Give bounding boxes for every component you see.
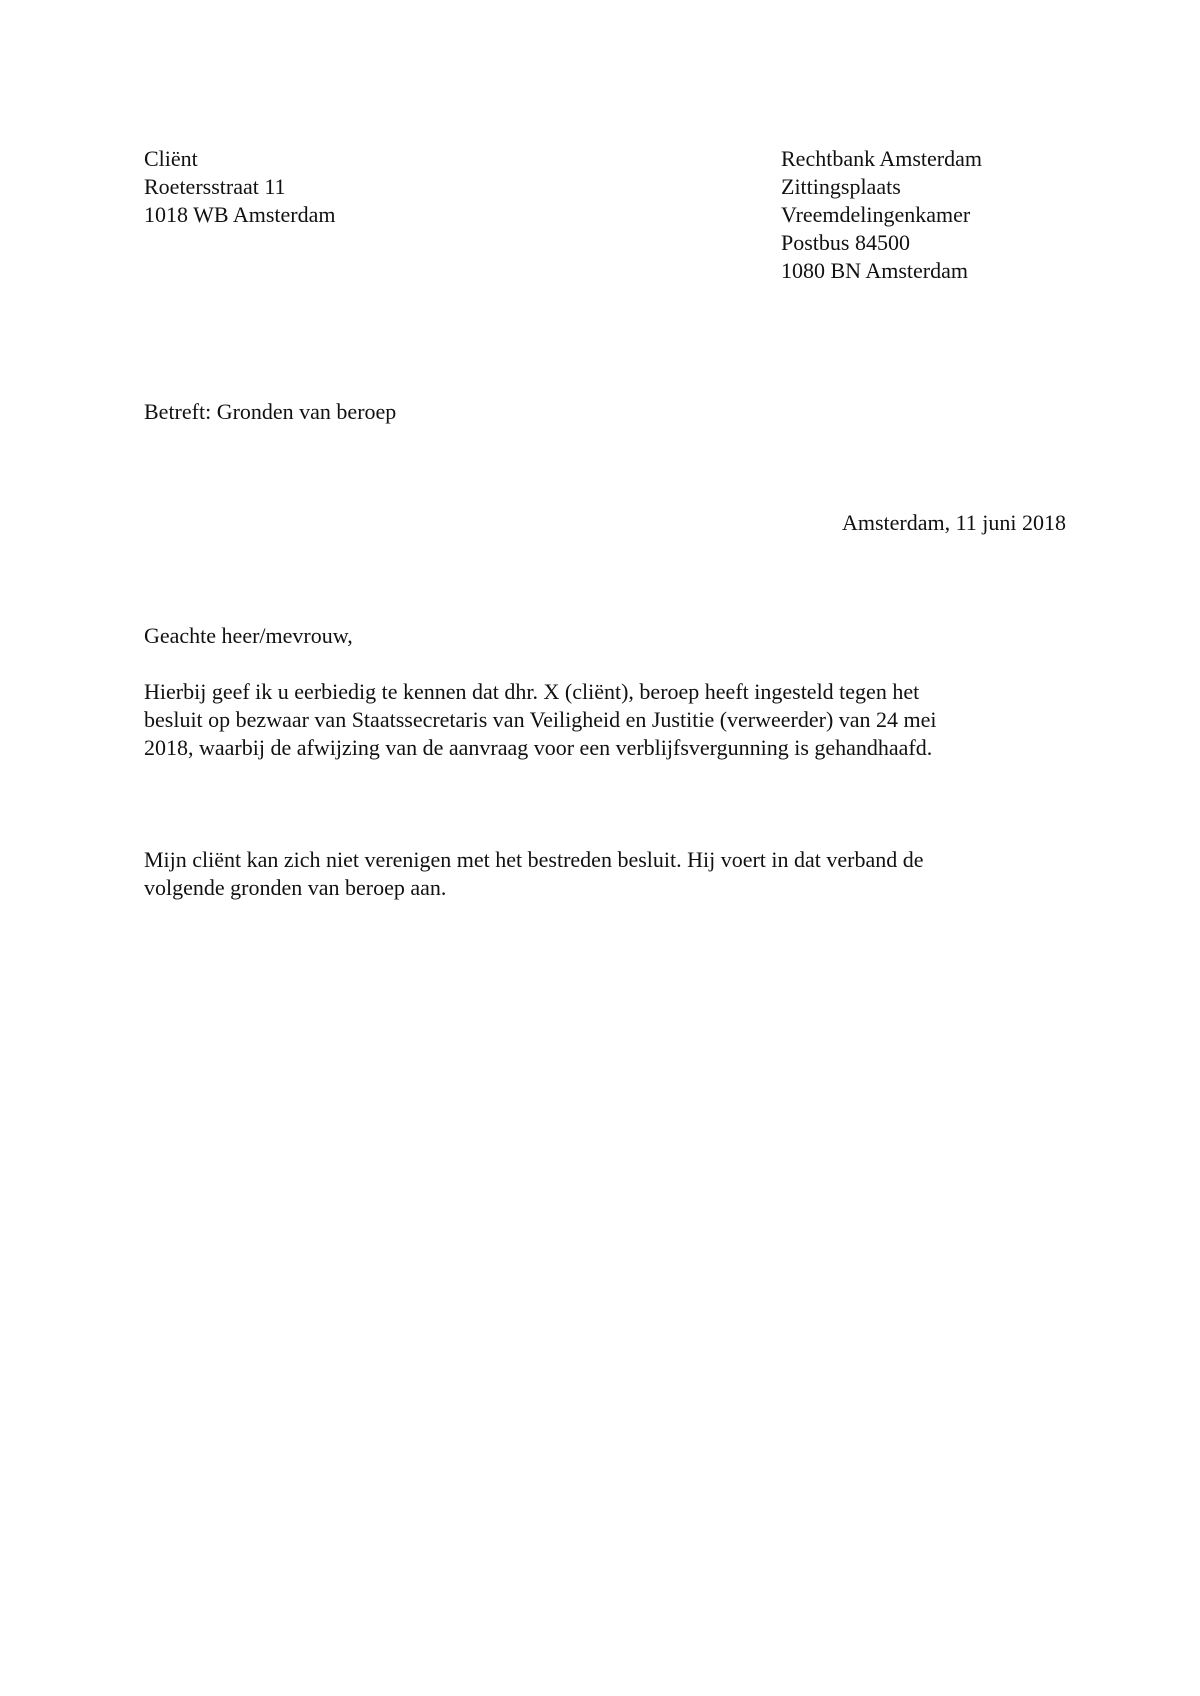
- salutation: Geachte heer/mevrouw,: [144, 623, 353, 648]
- sender-address: [144, 145, 335, 229]
- paragraph-line: Mijn cliënt kan zich niet verenigen met het bestreden besluit. Hij voert in dat verband de: [144, 847, 924, 872]
- body-paragraph: [144, 846, 924, 902]
- paragraph-line: besluit op bezwaar van Staatssecretaris van Veiligheid en Justitie (verweerder) van 24 mei: [144, 707, 937, 732]
- paragraph-line: volgende gronden van beroep aan.: [144, 875, 447, 900]
- sender-name: Cliënt: [144, 146, 198, 171]
- recipient-location: Zittingsplaats: [781, 174, 901, 199]
- paragraph-line: 2018, waarbij de afwijzing van de aanvraag voor een verblijfsvergunning is gehandhaafd.: [144, 735, 933, 760]
- recipient-postbox: Postbus 84500: [781, 230, 910, 255]
- sender-street: Roetersstraat 11: [144, 174, 286, 199]
- paragraph-line: Hierbij geef ik u eerbiedig te kennen dat dhr. X (cliënt), beroep heeft ingesteld tegen het: [144, 679, 920, 704]
- recipient-department: Vreemdelingenkamer: [781, 202, 971, 227]
- subject-line: Betreft: Gronden van beroep: [144, 399, 397, 424]
- recipient-address: [781, 145, 982, 285]
- recipient-postal-city: 1080 BN Amsterdam: [781, 258, 968, 283]
- letter-date: Amsterdam, 11 juni 2018: [841, 510, 1066, 535]
- body-paragraph: [144, 678, 937, 762]
- sender-postal-city: 1018 WB Amsterdam: [144, 202, 336, 227]
- recipient-name: Rechtbank Amsterdam: [781, 146, 983, 171]
